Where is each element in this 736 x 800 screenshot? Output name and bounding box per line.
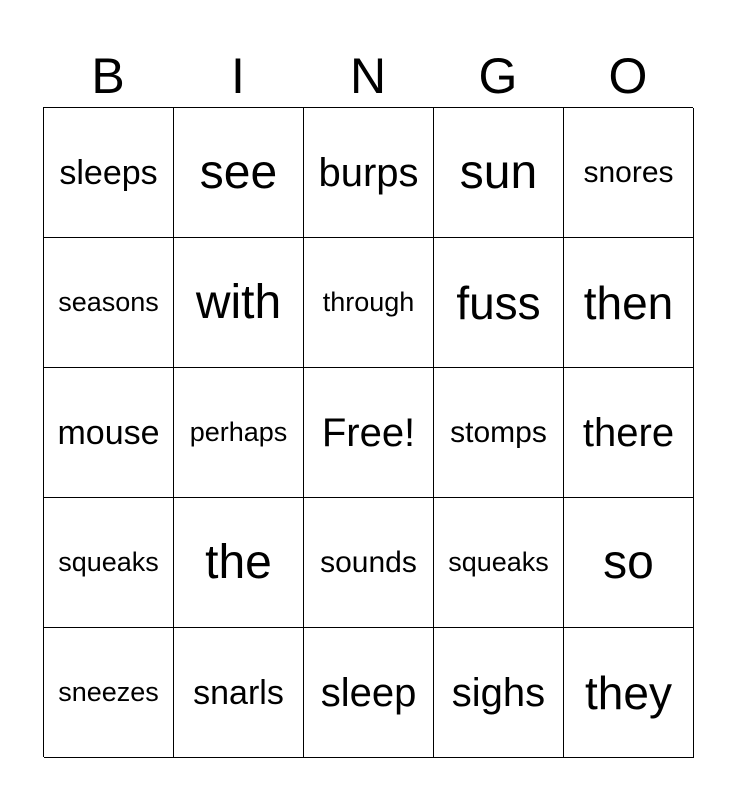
bingo-cell: sighs — [434, 628, 564, 758]
bingo-cell: sleep — [304, 628, 434, 758]
bingo-cell: sneezes — [44, 628, 174, 758]
bingo-cell: sleeps — [44, 108, 174, 238]
header-letter-i: I — [231, 48, 245, 104]
bingo-cell: see — [174, 108, 304, 238]
bingo-cell: burps — [304, 108, 434, 238]
bingo-cell: fuss — [434, 238, 564, 368]
bingo-cell: sounds — [304, 498, 434, 628]
bingo-cell: then — [564, 238, 694, 368]
bingo-cell: squeaks — [434, 498, 564, 628]
bingo-cell: sun — [434, 108, 564, 238]
bingo-cell: with — [174, 238, 304, 368]
bingo-cell: snarls — [174, 628, 304, 758]
bingo-cell: stomps — [434, 368, 564, 498]
header-letter-o: O — [608, 48, 648, 104]
bingo-board — [43, 107, 693, 757]
bingo-cell: the — [174, 498, 304, 628]
header-letter-n: N — [349, 48, 387, 104]
header-letter-g: G — [478, 48, 518, 104]
free-space-cell: Free! — [304, 368, 434, 498]
header-letter-b: B — [91, 48, 125, 104]
bingo-cell: there — [564, 368, 694, 498]
bingo-header — [43, 46, 693, 106]
bingo-cell: seasons — [44, 238, 174, 368]
bingo-cell: snores — [564, 108, 694, 238]
bingo-cell: squeaks — [44, 498, 174, 628]
bingo-cell: perhaps — [174, 368, 304, 498]
bingo-cell: mouse — [44, 368, 174, 498]
bingo-cell: they — [564, 628, 694, 758]
bingo-cell: through — [304, 238, 434, 368]
bingo-cell: so — [564, 498, 694, 628]
